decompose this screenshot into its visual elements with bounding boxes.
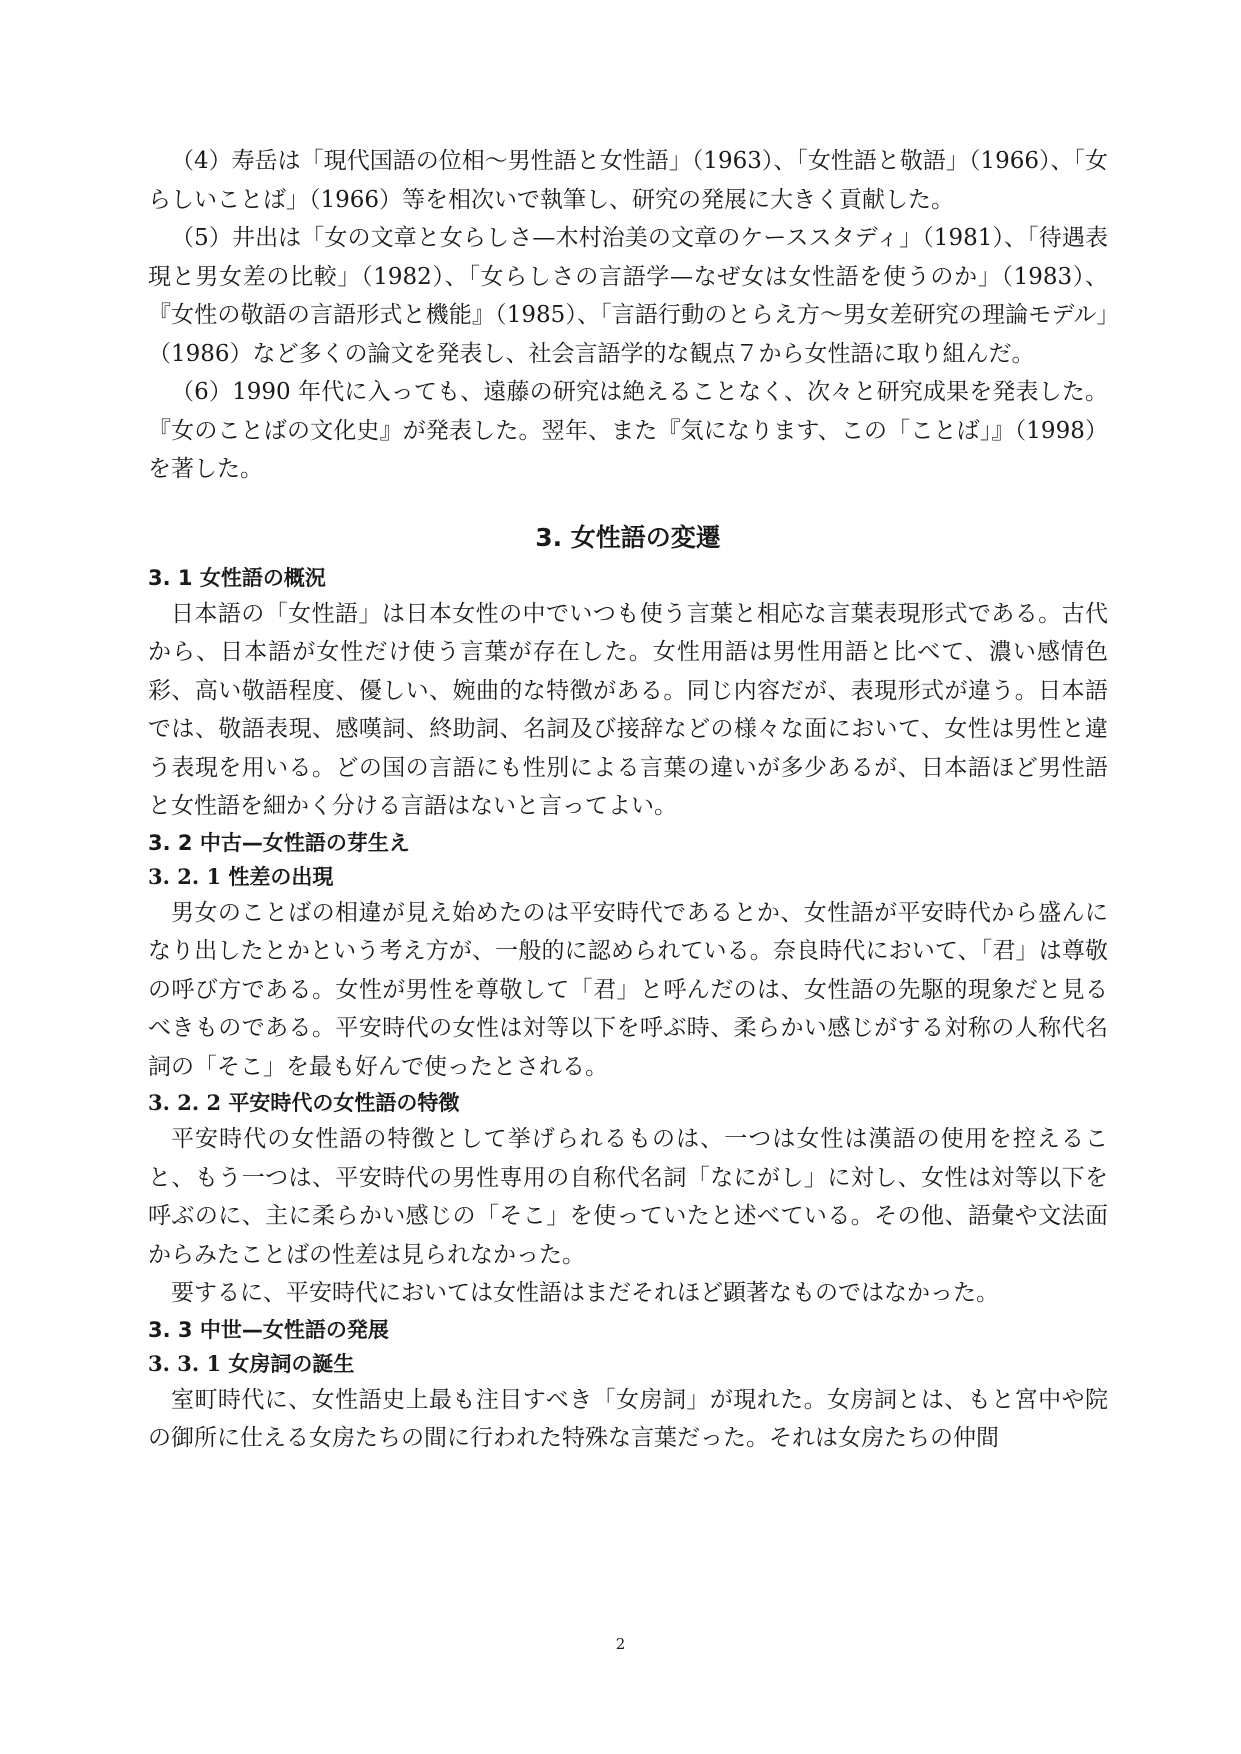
subsection-heading-3-3-1: 3. 3. 1 女房詞の誕生: [148, 1350, 355, 1376]
subsection-heading-3-2-2: 3. 2. 2 平安時代の女性語の特徴: [148, 1090, 460, 1115]
paragraph-ide: （5）井出は「女の文章と女らしさ—木村治美の文章のケーススタディ」（1981）、「待遇表現と男女差の比較」（1982）、「女らしさの言語学—なぜ女は女性語を使うのか」（1983）、『女性の敬語の言語形式と機能』（1985）、「言語行動のとらえ方～男女差研究の理論モデル」（1986）など多くの論文を発表し、社会言語学的な観点７から女性語に取り組んだ。: [148, 225, 1108, 367]
paragraph-endo: （6）1990 年代に入っても、遠藤の研究は絶えることなく、次々と研究成果を発表した。『女のことばの文化史』が発表した。翌年、また『気になります、この「ことば」』（1998）を著した。: [148, 379, 1108, 482]
subsection-body-3-2-2: 平安時代の女性語の特徴として挙げられるものは、一つは女性は漢語の使用を控えること、もう一つは、平安時代の男性専用の自称代名詞「なにがし」に対し、女性は対等以下を呼ぶのに、主に柔らかい感じの「そこ」を使っていたと述べている。その他、語彙や文法面からみたことばの性差は見られなかった。: [148, 1126, 1108, 1268]
section-body-3-1: 日本語の「女性語」は日本女性の中でいつも使う言葉と相応な言葉表現形式である。古代から、日本語が女性だけ使う言葉が存在した。女性用語は男性用語と比べて、濃い感情色彩、高い敬語程度、優しい、婉曲的な特徴がある。同じ内容だが、表現形式が違う。日本語では、敬語表現、感嘆詞、終助詞、名詞及び接辞などの様々な面において、女性は男性と違う表現を用いる。どの国の言語にも性別による言葉の違いが多少あるが、日本語ほど男性語と女性語を細かく分ける言語はないと言ってよい。: [148, 600, 1108, 819]
section-heading-3-1: 3. 1 女性語の概況: [148, 565, 326, 590]
subsection-body-3-2-1: 男女のことばの相違が見え始めたのは平安時代であるとか、女性語が平安時代から盛んになり出したとかという考え方が、一般的に認められている。奈良時代において、「君」は尊敬の呼び方である。女性が男性を尊敬して「君」と呼んだのは、女性語の先駆的現象だと見るべきものである。平安時代の女性は対等以下を呼ぶ時、柔らかい感じがする対称の人称代名詞の「そこ」を最も好んで使ったとされる。: [148, 899, 1108, 1080]
spacer: [148, 489, 1108, 515]
paragraph-juugaku: （4）寿岳は「現代国語の位相～男性語と女性語」（1963）、「女性語と敬語」（1966）、「女らしいことば」（1966）等を相次いで執筆し、研究の発展に大きく貢献した。: [148, 148, 1108, 213]
page-number: 2: [615, 1635, 626, 1653]
subsection-summary-3-2-2: 要するに、平安時代においては女性語はまだそれほど顕著なものではなかった。: [171, 1280, 999, 1306]
section-heading-3-3: 3. 3 中世—女性語の発展: [148, 1317, 389, 1342]
subsection-body-3-3-1: 室町時代に、女性語史上最も注目すべき「女房詞」が現れた。女房詞とは、もと宮中や院の御所に仕える女房たちの間に行われた特殊な言葉だった。それは女房たちの仲間: [148, 1386, 1108, 1451]
section-heading-3-2: 3. 2 中古—女性語の芽生え: [148, 830, 410, 855]
page-content: [148, 142, 1108, 1458]
subsection-heading-3-2-1: 3. 2. 1 性差の出現: [148, 863, 334, 889]
chapter-title: 3. 女性語の変遷: [535, 522, 721, 552]
